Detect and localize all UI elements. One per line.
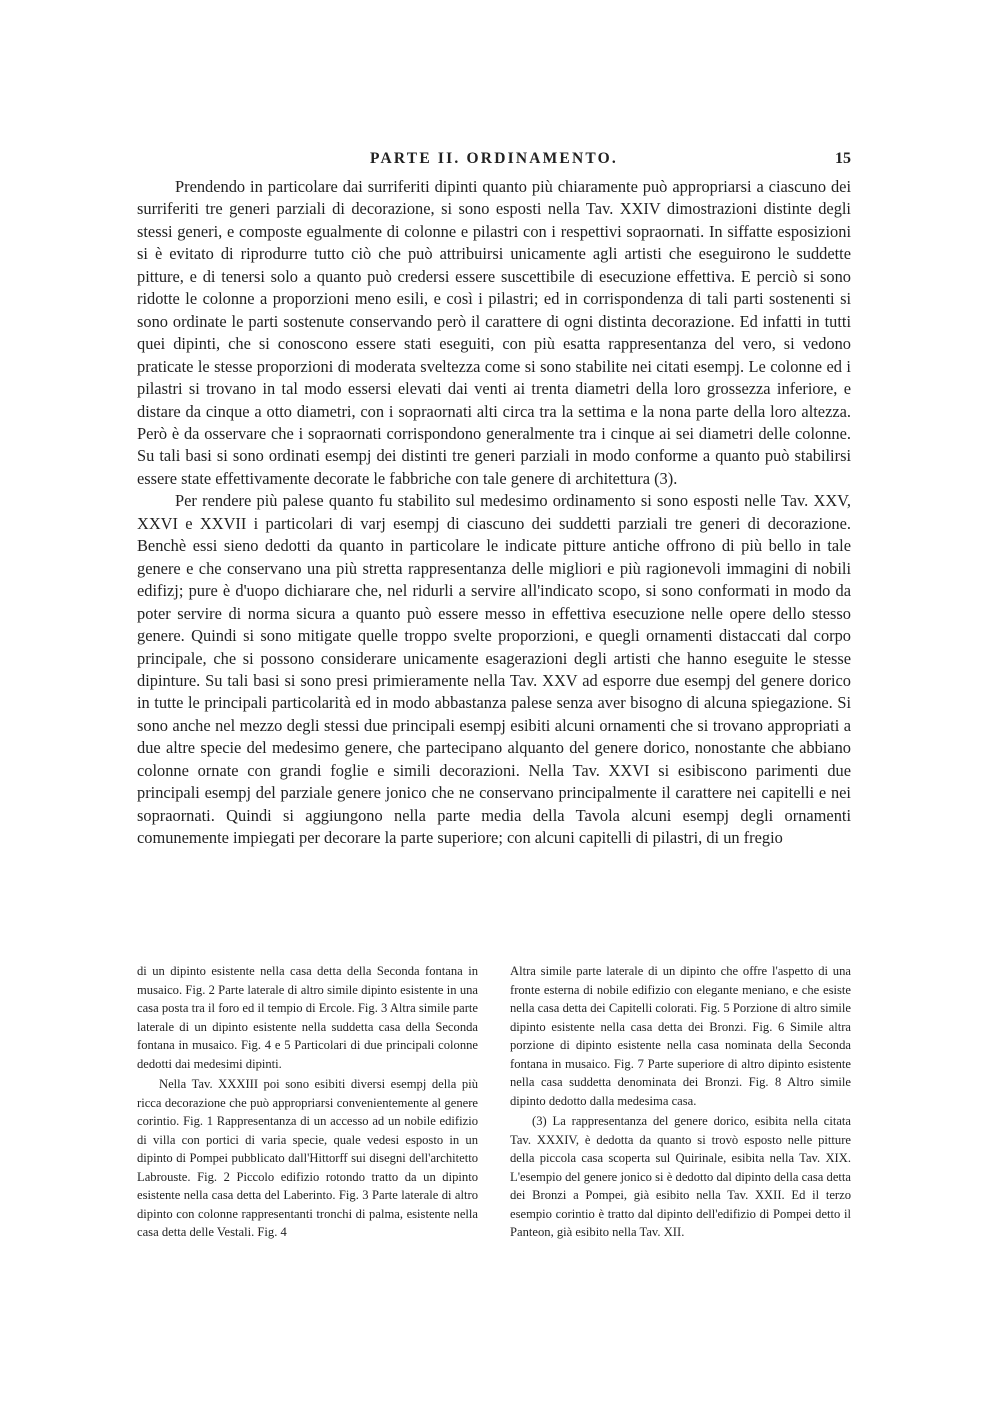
running-head: PARTE II. ORDINAMENTO. xyxy=(370,150,618,167)
body-paragraph: Prendendo in particolare dai surriferiti dipinti quanto più chiaramente può appropriarsi a ciascuno dei surriferiti tre generi parziali di decorazione, si sono esposti nella Tav. XXIV dimostrazioni distinte degli stessi generi, e composte egualmente di colonne e pilastri con i respettivi sopraornati. In siffatte esposizioni si è evitato di riprodurre tutto ciò che può attribuirsi unicamente agli artisti che eseguirono le suddette pitture, e di tenersi solo a quanto può credersi essere suscettibile di esecuzione effettiva. E perciò si sono ridotte le colonne a proporzioni meno esili, e così i pilastri; ed in corrispondenza di tali parti sostenenti si sono ordinate le parti sostenute conservando però il carattere di ogni distinta decorazione. Ed infatti in tutti quei dipinti, che si conoscono essere stati eseguiti, con più esatta rappresentanza del vero, si vedono praticate le stesse proporzioni di moderata sveltezza come si sono stabilite nei citati esempj. Le colonne ed i pilastri si trovano in tal modo essersi elevati dai venti ai trenta diametri della loro grossezza inferiore, e distare da cinque a otto diametri, con i sopraornati alti circa tra la settima e la nona parte della loro altezza. Però è da osservare che i sopraornati corrispondono generalmente tra i cinque ai sei diametri delle colonne. Su tali basi si sono ordinati esempj dei distinti tre generi parziali in modo conforme a quanto può stabilirsi essere state effettivamente decorate le fabbriche con tale genere di architettura (3). xyxy=(137,177,851,488)
footnote-column-right xyxy=(510,962,851,1242)
footnote-paragraph: Nella Tav. XXXIII poi sono esibiti diversi esempj della più ricca decorazione che può appropriarsi convenientemente al genere corintio. Fig. 1 Rappresentanza di un accesso ad un nobile edifizio di villa con portici di varia specie, quale vedesi esposto in un dipinto di Pompei pubblicato dall'Hittorff sui disegni dell'architetto Labrouste. Fig. 2 Piccolo edifizio rotondo tratto da un dipinto esistente nella casa detta del Laberinto. Fig. 3 Parte laterale di altro dipinto con colonne rappresentanti tronchi di palma, esistente nella casa detta delle Vestali. Fig. 4 xyxy=(137,1077,478,1239)
footnote-paragraph: Altra simile parte laterale di un dipinto che offre l'aspetto di una fronte esterna di nobile edifizio con elegante meniano, e che esiste nella casa detta dei Capitelli colorati. Fig. 5 Porzione di altro simile dipinto esistente nella casa detta dei Bronzi. Fig. 6 Simile altra porzione di dipinto esistente nella casa nominata della Seconda fontana in musaico. Fig. 7 Parte superiore di altro dipinto esistente nella casa suddetta denominata dei Bronzi. Fig. 8 Altro simile dipinto dedotto dalla medesima casa. xyxy=(510,964,851,1108)
page-header xyxy=(137,150,851,174)
footnotes xyxy=(137,962,851,1242)
page-number: 15 xyxy=(835,150,851,167)
footnote-column-left xyxy=(137,962,478,1242)
main-text xyxy=(137,176,851,850)
footnote-paragraph: (3) La rappresentanza del genere dorico, esibita nella citata Tav. XXXIV, è dedotta da quanto si trovò esposto nelle pitture della piccola casa scoperta sul Quirinale, esibita nella Tav. XIX. L'esempio del genere jonico si è dedotto dal dipinto della casa detta dei Bronzi a Pompei, già esibito nella Tav. XXII. Ed il terzo esempio corintio è tratto dal dipinto dell'edifizio di Pompei detto il Panteon, già esibito nella Tav. XII. xyxy=(510,1114,851,1239)
body-paragraph: Per rendere più palese quanto fu stabilito sul medesimo ordinamento si sono esposti nelle Tav. XXV, XXVI e XXVII i particolari di varj esempj di ciascuno dei suddetti parziali tre generi di decorazione. Benchè essi sieno dedotti da quanto in particolare le indicate pitture antiche offrono di più bello in tale genere e che conservano una più stretta rappresentanza delle migliori e più ragionevoli immagini di nobili edifizj; pure è d'uopo dichiarare che, nel ridurli a servire all'indicato scopo, si sono conformati in modo da poter servire di norma sicura a quanto può essere messo in effettiva esecuzione nelle opere dello stesso genere. Quindi si sono mitigate quelle troppo svelte proporzioni, e quegli ornamenti distaccati dal corpo principale, che si possono considerare unicamente esagerazioni degli artisti che hanno eseguite le stesse dipinture. Su tali basi si sono presi primieramente nella Tav. XXV ad esporre due esempj del genere dorico in tutte le principali particolarità ed in modo abbastanza palese senza aver bisogno di alcuna spiegazione. Si sono anche nel mezzo degli stessi due principali esempj esibiti alcuni ornamenti che si trovano appropriati a due altre specie del medesimo genere, che partecipano alquanto del genere dorico, nonostante che abbiano colonne ornate con grandi foglie e simili decorazioni. Nella Tav. XXVI si esibiscono parimenti due principali esempj del parziale genere jonico che ne conservano principalmente il carattere nei capitelli e nei sopraornati. Quindi si aggiungono nella parte media della Tavola alcuni esempj degli ornamenti comunemente impiegati per decorare la parte superiore; con alcuni capitelli di pilastri, di un fregio xyxy=(137,491,851,848)
footnote-paragraph: di un dipinto esistente nella casa detta della Seconda fontana in musaico. Fig. 2 Parte laterale di altro simile dipinto esistente in una casa posta tra il foro ed il tempio di Ercole. Fig. 3 Altra simile parte laterale di un dipinto esistente nella suddetta casa della Seconda fontana in musaico. Fig. 4 e 5 Particolari di due principali colonne dedotti dai medesimi dipinti. xyxy=(137,964,478,1071)
